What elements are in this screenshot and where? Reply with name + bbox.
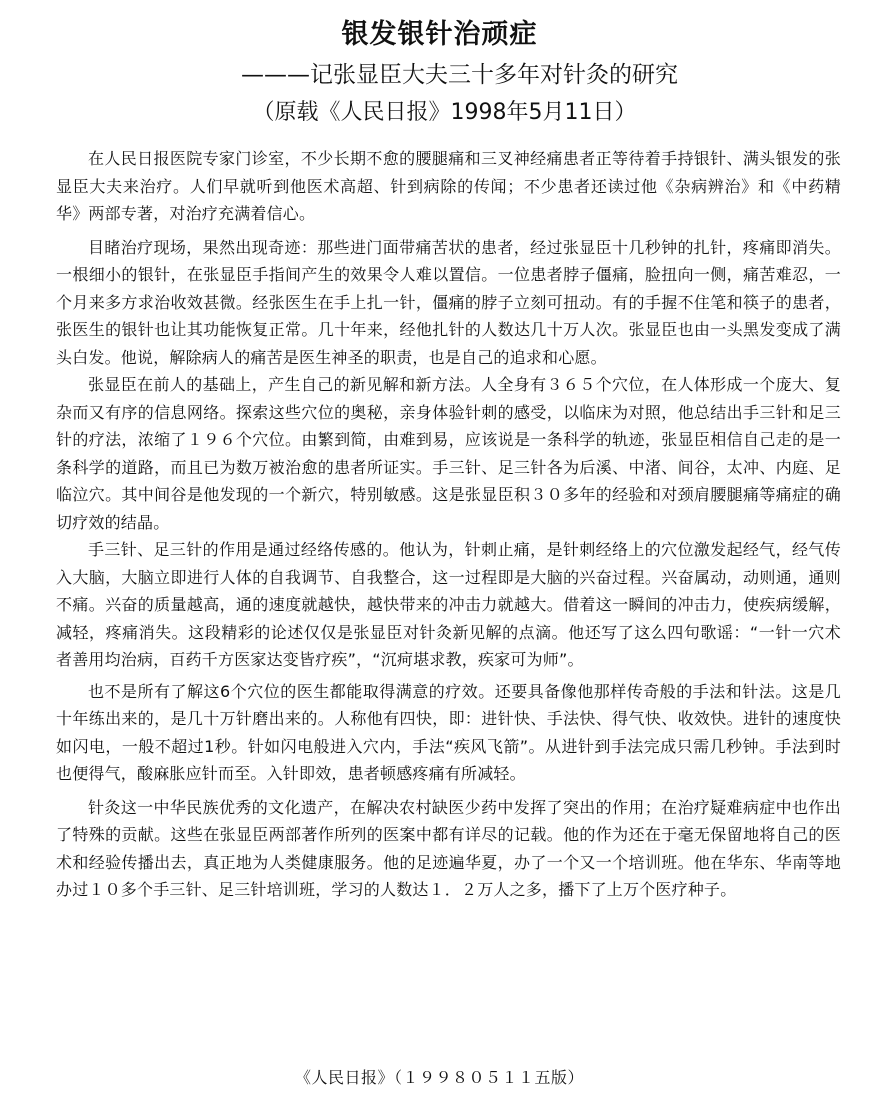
article-subtitle: ———记张显臣大夫三十多年对针灸的研究 [241, 62, 678, 88]
paragraph-5: 也不是所有了解这6个穴位的医生都能取得满意的疗效。还要具备像他那样传奇般的手法和针法。这是几十年练出来的，是几十万针磨出来的。人称他有四快，即：进针快、手法快、得气快、收效快。进针的速度快如闪电，一般不超过1秒。针如闪电般进入穴内，手法“疾风飞箭”。从进针到手法完成只需几秒钟。手法到时也便得气，酸麻胀应针而至。入针即效，患者顿感疼痛有所减轻。 [56, 681, 841, 783]
paragraph-1: 在人民日报医院专家门诊室，不少长期不愈的腰腿痛和三叉神经痛患者正等待着手持银针、满头银发的张显臣大夫来治疗。人们早就听到他医术高超、针到病除的传闻；不少患者还读过他《杂病辨治》和《中药精华》两部专著，对治疗充满着信心。 [56, 149, 841, 223]
article-footer-citation: 《人民日报》（１９９８０５１１五版） [294, 1068, 584, 1087]
paragraph-2: 目睹治疗现场，果然出现奇迹：那些进门面带痛苦状的患者，经过张显臣十几秒钟的扎针，疼痛即消失。一根细小的银针，在张显臣手指间产生的效果令人难以置信。一位患者脖子僵痛，脸扭向一侧，痛苦难忍，一个月来多方求治收效甚微。经张医生在手上扎一针，僵痛的脖子立刻可扭动。有的手握不住笔和筷子的患者，张医生的银针也让其功能恢复正常。几十年来，经他扎针的人数达几十万人次。张显臣也由一头黑发变成了满头白发。他说，解除病人的痛苦是医生神圣的职责，也是自己的追求和心愿。 [56, 237, 841, 367]
article-body [56, 145, 841, 904]
article-source: （原载《人民日报》1998年5月11日） [252, 100, 637, 125]
paragraph-3: 张显臣在前人的基础上，产生自己的新见解和新方法。人全身有３６５个穴位，在人体形成一个庞大、复杂而又有序的信息网络。探索这些穴位的奥秘，亲身体验针刺的感受，以临床为对照，他总结出手三针和足三针的疗法，浓缩了１９６个穴位。由繁到简，由难到易，应该说是一条科学的轨迹，张显臣相信自己走的是一条科学的道路，而且已为数万被治愈的患者所证实。手三针、足三针各为后溪、中渚、间谷，太冲、内庭、足临泣穴。其中间谷是他发现的一个新穴，特别敏感。这是张显臣积３０多年的经验和对颈肩腰腿痛等痛症的确切疗效的结晶。 [56, 375, 841, 532]
paragraph-4: 手三针、足三针的作用是通过经络传感的。他认为，针刺止痛，是针刺经络上的穴位激发起经气，经气传入大脑，大脑立即进行人体的自我调节、自我整合，这一过程即是大脑的兴奋过程。兴奋属动，动则通，通则不痛。兴奋的质量越高，通的速度就越快，越快带来的冲击力就越大。借着这一瞬间的冲击力，使疾病缓解，减轻，疼痛消失。这段精彩的论述仅仅是张显臣对针灸新见解的点滴。他还写了这么四句歌谣：“一针一穴术者善用均治病，百药千方医家达变皆疗疾”，“沉疴堪求教，疾家可为师”。 [56, 540, 841, 669]
paragraph-6: 针灸这一中华民族优秀的文化遗产，在解决农村缺医少药中发挥了突出的作用；在治疗疑难病症中也作出了特殊的贡献。这些在张显臣两部著作所列的医案中都有详尽的记载。他的作为还在于毫无保留地将自己的医术和经验传播出去，真正地为人类健康服务。他的足迹遍华夏，办了一个又一个培训班。他在华东、华南等地办过１０多个手三针、足三针培训班，学习的人数达１．２万人之多，播下了上万个医疗种子。 [56, 797, 841, 899]
article-title: 银发银针治顽症 [341, 19, 538, 50]
